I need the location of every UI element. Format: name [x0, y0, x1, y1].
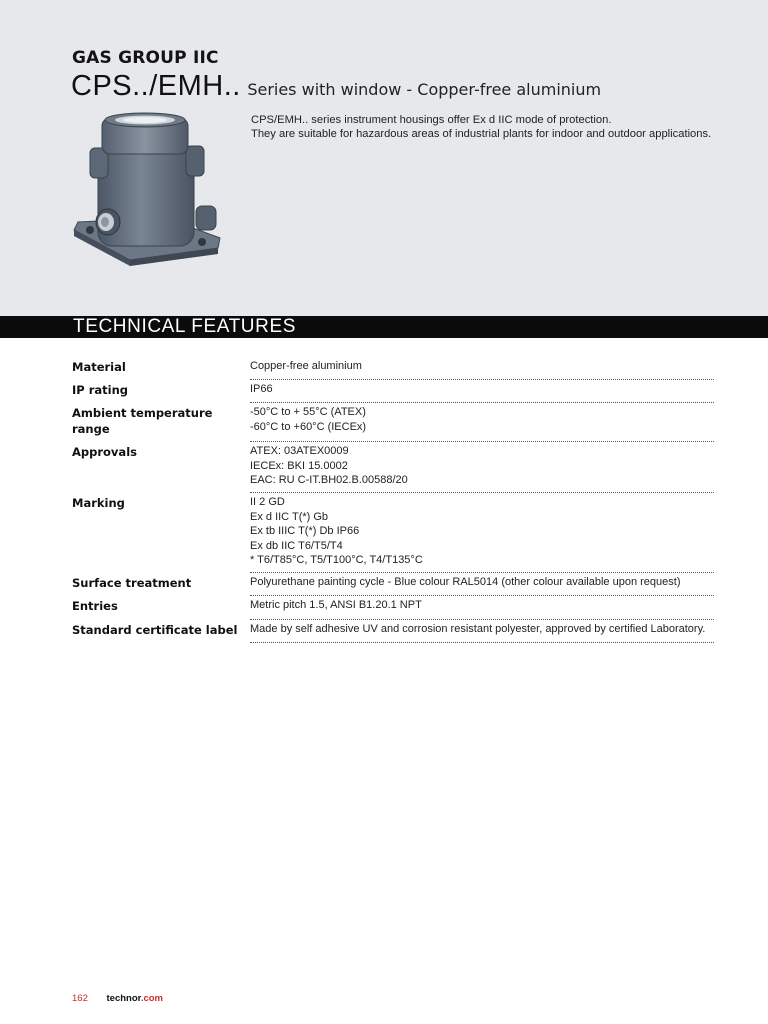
- series-title: [71, 70, 601, 103]
- feature-value-line: -50°C to + 55°C (ATEX): [250, 406, 366, 418]
- series-subtitle: Series with window - Copper-free aluminium: [247, 80, 602, 99]
- feature-row-ip-rating: [72, 380, 714, 403]
- feature-value-line: IECEx: BKI 15.0002: [250, 459, 348, 472]
- feature-value-line: Copper-free aluminium: [250, 360, 362, 372]
- feature-value: [250, 442, 714, 493]
- feature-value-line: * T6/T85°C, T5/T100°C, T4/T135°C: [250, 554, 423, 566]
- feature-label: Entries: [72, 599, 118, 613]
- feature-value-line: Metric pitch 1.5, ANSI B1.20.1 NPT: [250, 599, 422, 611]
- intro-text: [251, 113, 731, 141]
- feature-label: Marking: [72, 496, 125, 510]
- page-footer: [72, 993, 163, 1004]
- intro-line: CPS/EMH.. series instrument housings offer Ex d IIC mode of protection.: [251, 114, 612, 126]
- feature-value: [250, 380, 714, 403]
- intro-line: They are suitable for hazardous areas of industrial plants for indoor and outdoor applications.: [251, 128, 712, 140]
- feature-label: Approvals: [72, 445, 137, 459]
- feature-value-line: Ex d IIC T(*) Gb: [250, 510, 329, 523]
- feature-label: Standard certificate label: [72, 623, 238, 637]
- feature-label: Ambient temperature range: [72, 406, 213, 436]
- feature-value-line: -60°C to +60°C (IECEx): [250, 420, 367, 433]
- gas-group-heading: GAS GROUP IIC: [72, 48, 219, 68]
- feature-label: IP rating: [72, 383, 129, 397]
- section-header-bar: [0, 316, 768, 338]
- series-code: CPS../EMH..: [71, 70, 241, 102]
- feature-row-marking: [72, 493, 714, 573]
- feature-label: Surface treatment: [72, 576, 192, 590]
- feature-value: [250, 596, 714, 620]
- feature-value-line: Polyurethane painting cycle - Blue colour RAL5014 (other colour available upon request): [250, 576, 681, 588]
- feature-value-line: II 2 GD: [250, 496, 285, 508]
- hero-panel: [0, 0, 768, 316]
- feature-value-line: Ex db IIC T6/T5/T4: [250, 539, 343, 552]
- feature-row-material: [72, 357, 714, 380]
- feature-value: [250, 573, 714, 596]
- feature-value: [250, 357, 714, 380]
- feature-value: [250, 403, 714, 442]
- page-number: 162: [72, 993, 88, 1004]
- feature-value-line: IP66: [250, 383, 273, 395]
- site-link[interactable]: [107, 993, 164, 1004]
- site-tld: .com: [140, 993, 163, 1004]
- section-title: TECHNICAL FEATURES: [73, 316, 296, 337]
- feature-value: [250, 620, 714, 643]
- feature-row-surface-treatment: [72, 573, 714, 596]
- site-name: technor: [106, 993, 141, 1004]
- feature-row-certificate-label: [72, 620, 714, 643]
- technical-features-table: [72, 357, 714, 643]
- feature-value-line: EAC: RU C-IT.BH02.B.00588/20: [250, 474, 408, 486]
- feature-row-entries: [72, 596, 714, 620]
- feature-value-line: Ex tb IIIC T(*) Db IP66: [250, 525, 360, 537]
- feature-row-approvals: [72, 442, 714, 493]
- housing-product-image: [70, 110, 222, 275]
- feature-label: Material: [72, 360, 126, 374]
- feature-row-ambient-temperature: [72, 403, 714, 442]
- feature-value-line: ATEX: 03ATEX0009: [250, 445, 349, 457]
- feature-value-line: Made by self adhesive UV and corrosion resistant polyester, approved by certified Laboratory.: [250, 623, 706, 635]
- feature-value: [250, 493, 714, 573]
